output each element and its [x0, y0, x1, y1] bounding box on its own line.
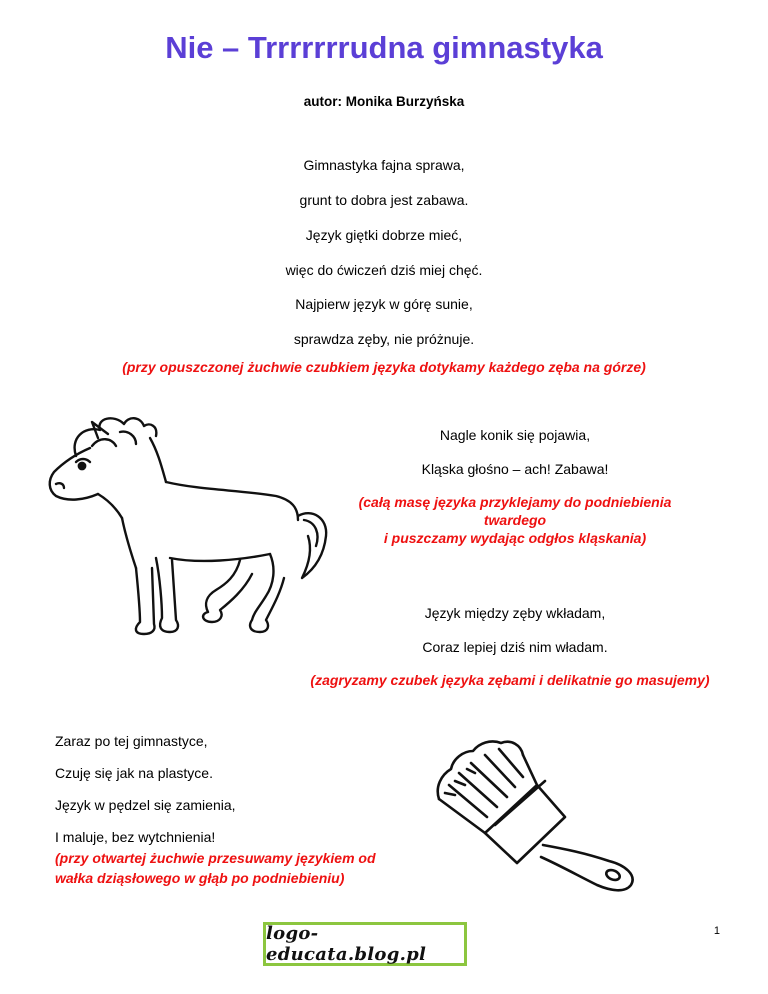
- verse-line: Nagle konik się pojawia,: [439, 427, 591, 443]
- verse-line: Język w pędzel się zamienia,: [55, 797, 236, 813]
- author-line: autor: Monika Burzyńska: [303, 94, 465, 109]
- instruction-note: i puszczamy wydając odgłos kląskania): [383, 530, 647, 546]
- verse-line: Gimnastyka fajna sprawa,: [303, 157, 465, 173]
- instruction-note: (przy opuszczonej żuchwie czubkiem języka dotykamy każdego zęba na górze): [122, 359, 646, 375]
- verse-line: Coraz lepiej dziś nim władam.: [422, 639, 608, 655]
- verse-line: grunt to dobra jest zabawa.: [299, 192, 469, 208]
- verse-line: Zaraz po tej gimnastyce,: [55, 733, 208, 749]
- page-title: Nie – Trrrrrrrudna gimnastyka: [165, 30, 603, 65]
- logo-badge: [263, 922, 467, 966]
- verse-line: Najpierw język w górę sunie,: [295, 296, 473, 312]
- verse-line: Język giętki dobrze mieć,: [305, 227, 463, 243]
- page-number: 1: [713, 925, 720, 937]
- verse-line: sprawdza zęby, nie próżnuje.: [293, 331, 475, 347]
- verse-line: Język między zęby wkładam,: [424, 605, 606, 621]
- instruction-note: (całą masę języka przyklejamy do podniebienia: [358, 494, 672, 510]
- horse-drawing-icon: [40, 408, 330, 648]
- verse-line: Czuję się jak na plastyce.: [55, 765, 213, 781]
- logo-text: logo-educata.blog.pl: [266, 923, 427, 965]
- paintbrush-drawing-icon: [425, 725, 655, 895]
- instruction-note: twardego: [483, 512, 547, 528]
- instruction-note: (przy otwartej żuchwie przesuwamy językiem od: [55, 850, 376, 866]
- verse-line: Kląska głośno – ach! Zabawa!: [421, 461, 609, 477]
- verse-line: więc do ćwiczeń dziś miej chęć.: [285, 262, 483, 278]
- instruction-note: wałka dziąsłowego w głąb po podniebieniu): [55, 870, 345, 886]
- verse-line: I maluje, bez wytchnienia!: [55, 829, 216, 845]
- instruction-note: (zagryzamy czubek języka zębami i delikatnie go masujemy): [310, 672, 710, 688]
